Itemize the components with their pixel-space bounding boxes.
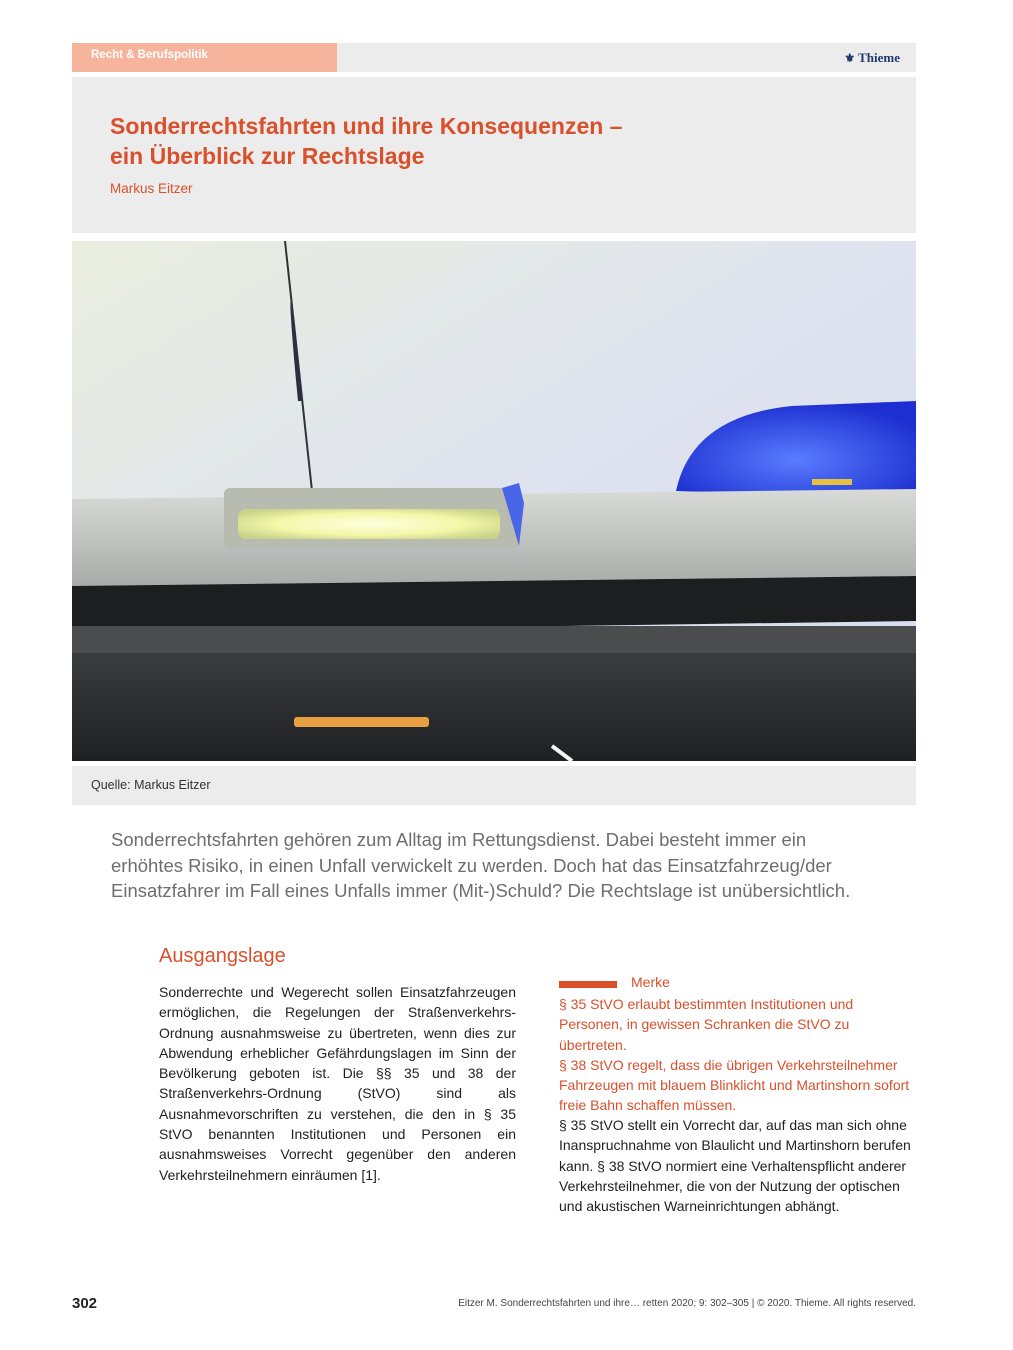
photo-caption: Quelle: Markus Eitzer [91,778,211,792]
author: Markus Eitzer [110,181,193,196]
body-text-left: Sonderrechte und Wegerecht sollen Einsatzfahrzeugen ermöglichen, die Regelungen der Straßenverkehrs-Ordnung ausnahmsweise zu übertreten, wenn dies zur Abwendung erheblicher Gefährdungslagen im Sinn der Bevölkerung geboten ist. Die §§ 35 und 38 der Straßenverkehrs-Ordnung (StVO) sind als Ausnahmevorschriften zu verstehen, die den in § 35 StVO benannten Institutionen und Personen ein ausnahmsweises Vorrecht gegenüber den anderen Verkehrsteilnehmern einräumen [1]. [159,984,516,1183]
title-line-1: Sonderrechtsfahrten und ihre Konsequenzen – [110,113,623,139]
merke-item-35: § 35 StVO erlaubt bestimmten Institutionen und Personen, in gewissen Schranken die StVO zu übertreten. [559,996,854,1053]
section-tag: Recht & Berufspolitik [72,43,337,72]
body-text-right: § 35 StVO stellt ein Vorrecht dar, auf das man sich ohne Inanspruchnahme von Blaulicht und Martinshorn berufen kann. § 38 StVO normiert eine Verhaltenspflicht anderer Verkehrsteilnehmer, die von der Nutzung der optischen und akustischen Warneinrichtungen abhängt. [559,1117,911,1215]
publisher-logo [844,50,900,66]
lead-paragraph: Sonderrechtsfahrten gehören zum Alltag im Rettungsdienst. Dabei besteht immer ein erhöhtes Risiko, in einen Unfall verwickelt zu werden. Doch hat das Einsatzfahrzeug/der Einsatzfahrer im Fall eines Unfalls immer (Mit-)Schuld? Die Rechtslage ist unübersichtlich. [111,829,851,901]
header-bar [72,43,916,72]
title-line-2: ein Überblick zur Rechtslage [110,143,425,169]
article-title [110,111,730,171]
section-heading: Ausgangslage [159,945,286,967]
page-number: 302 [72,1295,98,1312]
photo-caption-panel [72,766,916,805]
thieme-crest-icon: ⚜ [844,50,856,65]
article-photo [72,241,916,761]
footer-citation: Eitzer M. Sonderrechtsfahrten und ihre… retten 2020; 9: 302–305 | © 2020. Thieme. All rights reserved. [458,1298,916,1309]
title-panel [72,77,916,233]
merke-accent-bar [559,981,617,988]
publisher-name: Thieme [858,50,900,65]
merke-item-38: § 38 StVO regelt, dass die übrigen Verkehrsteilnehmer Fahrzeugen mit blauem Blinklicht und Martinshorn sofort freie Bahn schaffen müssen. [559,1056,910,1114]
merke-text [559,994,916,1116]
merke-label: Merke [631,974,670,990]
